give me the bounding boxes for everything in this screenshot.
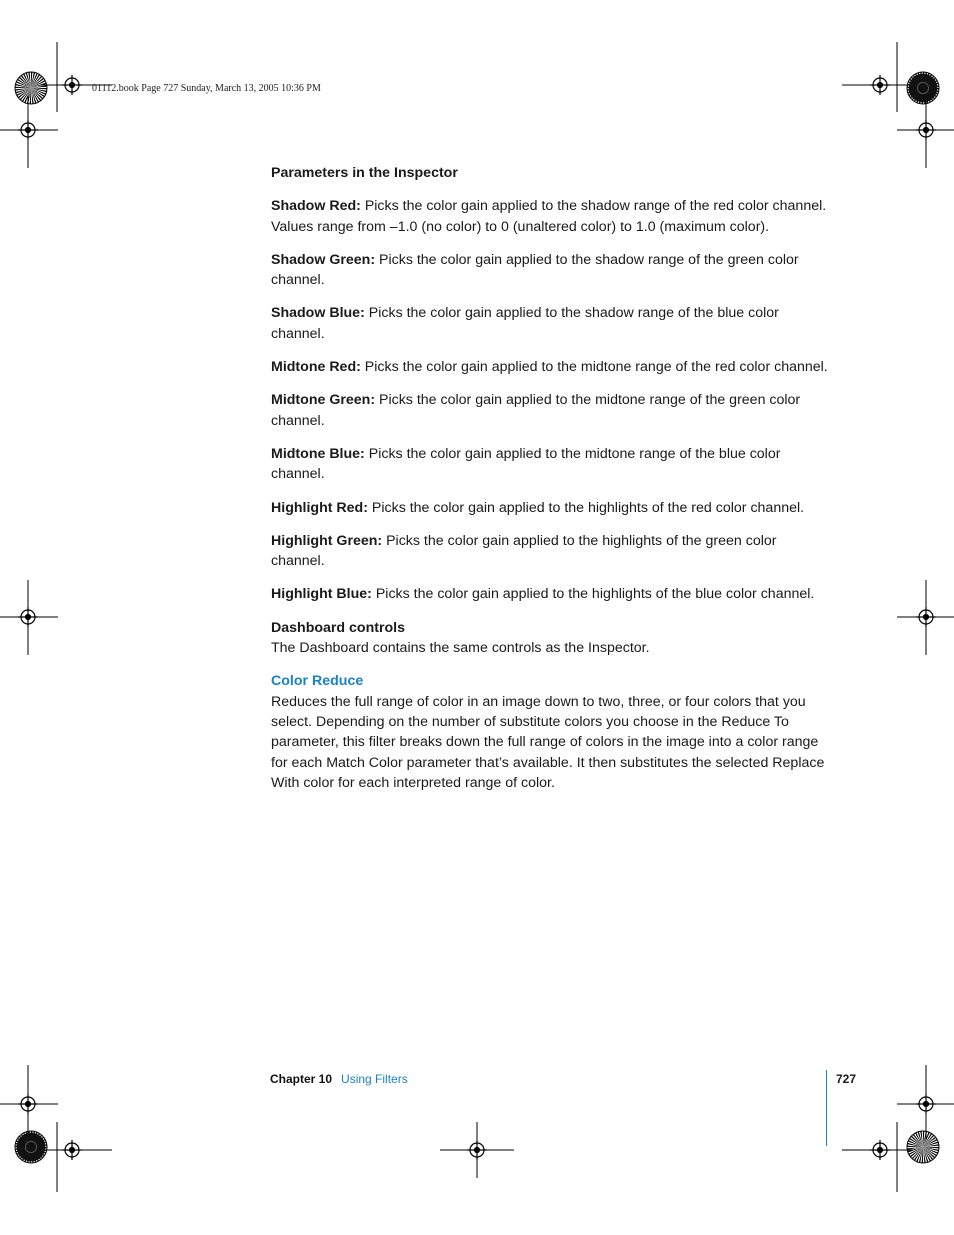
parameter-item	[271, 531, 831, 572]
parameter-item	[271, 303, 831, 344]
parameter-description: Picks the color gain applied to the shadow range of the red color channel. Values range from –1.0 (no color) to 0 (unaltered color) to 1.0 (maximum color).	[271, 198, 827, 235]
color-reduce-heading: Color Reduce	[271, 673, 364, 690]
parameter-term: Shadow Red:	[271, 198, 361, 215]
parameter-description: Picks the color gain applied to the shadow range of the blue color channel.	[271, 305, 779, 342]
parameter-item	[271, 196, 831, 237]
parameter-description: Picks the color gain applied to the shadow range of the green color channel.	[271, 251, 799, 289]
parameter-list	[271, 196, 831, 617]
parameter-description: Picks the color gain applied to the midtone range of the green color channel.	[271, 392, 801, 429]
parameter-term: Shadow Green:	[271, 251, 376, 268]
parameter-description: Picks the color gain applied to the midtone range of the red color channel.	[364, 359, 828, 376]
parameter-description: Picks the color gain applied to the midtone range of the blue color channel.	[271, 445, 781, 483]
color-reduce-text: Reduces the full range of color in an image down to two, three, or four colors that you select. Depending on the number of substitute colors you choose in the Reduce To parameter, this filter breaks down the full range of colors in the image into a color range for each Match Color parameter that’s available. It then substitutes the selected Replace With color for each interpreted range of color.	[271, 693, 825, 791]
parameter-term: Midtone Green:	[271, 392, 376, 409]
parameter-item	[271, 390, 831, 431]
footer-section-link[interactable]: Using Filters	[341, 1072, 408, 1086]
footer-divider	[826, 1070, 827, 1146]
registration-wheel-icon	[907, 1131, 939, 1163]
parameter-term: Highlight Blue:	[271, 586, 372, 603]
inspector-heading: Parameters in the Inspector	[271, 165, 458, 181]
page-footer	[270, 1072, 408, 1086]
parameter-item	[271, 444, 831, 485]
page-content	[271, 163, 831, 793]
parameter-description: Picks the color gain applied to the highlights of the red color channel.	[371, 499, 805, 516]
parameter-term: Highlight Green:	[271, 532, 383, 549]
parameter-term: Highlight Red:	[271, 499, 368, 516]
registration-wheel-icon	[15, 72, 47, 104]
parameter-description: Picks the color gain applied to the highlights of the green color channel.	[271, 532, 777, 570]
dashboard-heading: Dashboard controls	[271, 619, 406, 636]
parameter-term: Shadow Blue:	[271, 305, 365, 322]
registration-wheel-icon	[15, 1131, 47, 1163]
print-header: 01112.book Page 727 Sunday, March 13, 2005 10:36 PM	[92, 83, 321, 94]
page-number: 727	[836, 1072, 857, 1086]
registration-wheel-icon	[907, 72, 939, 104]
parameter-term: Midtone Red:	[271, 359, 361, 376]
parameter-item	[271, 498, 831, 518]
parameter-description: Picks the color gain applied to the highlights of the blue color channel.	[375, 586, 815, 603]
parameter-item	[271, 584, 831, 604]
parameter-term: Midtone Blue:	[271, 445, 365, 462]
parameter-item	[271, 357, 831, 377]
footer-chapter: Chapter 10	[270, 1072, 333, 1086]
dashboard-text: The Dashboard contains the same controls as the Inspector.	[271, 640, 650, 657]
parameter-item	[271, 250, 831, 291]
